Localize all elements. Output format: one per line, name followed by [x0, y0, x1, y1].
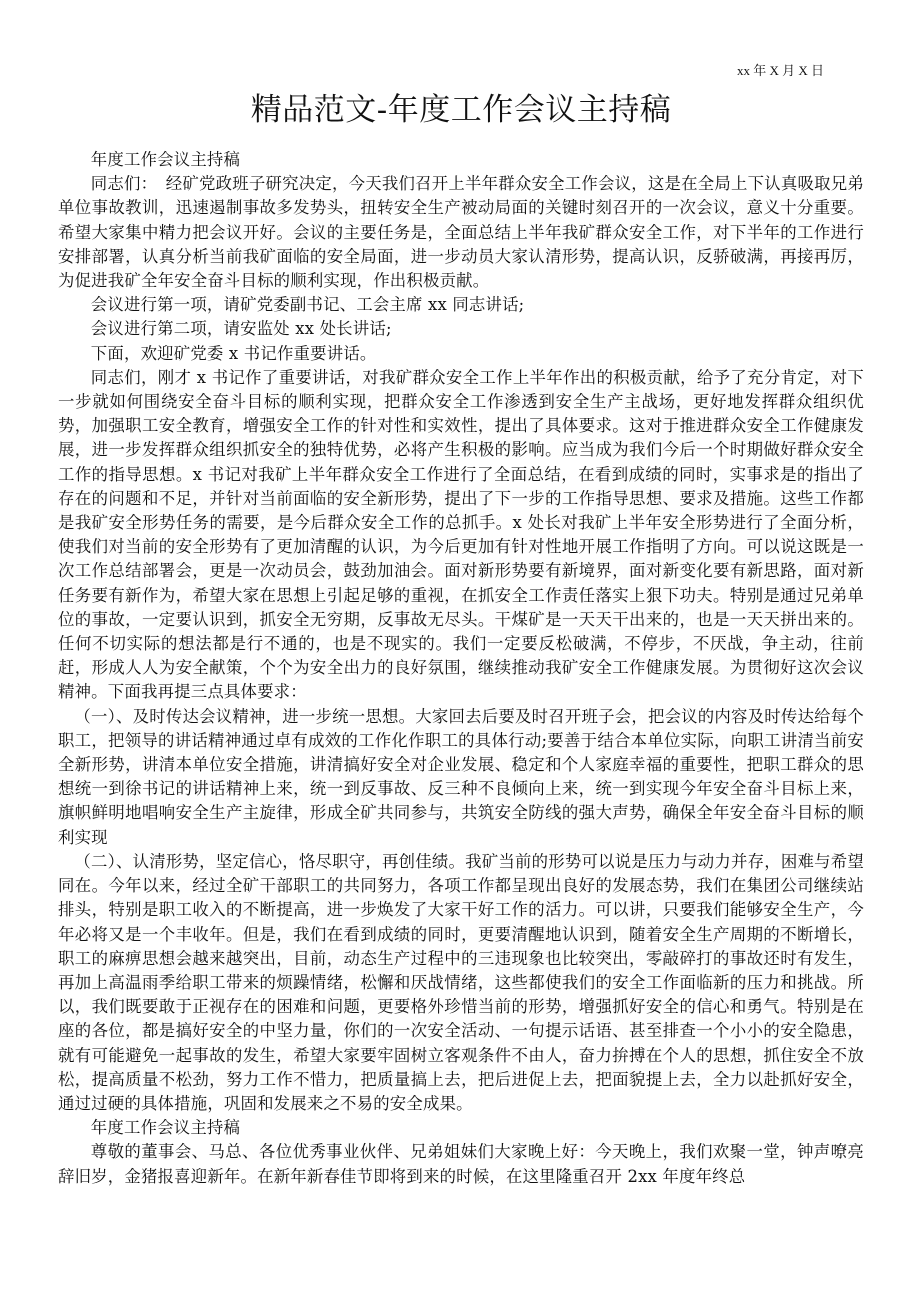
- section-heading: 年度工作会议主持稿: [90, 150, 241, 169]
- body-paragraph: 下面，欢迎矿党委 x 书记作重要讲话。: [90, 343, 377, 363]
- body-paragraph: 同志们，刚才 x 书记作了重要讲话，对我矿群众安全工作上半年作出的积极贡献，给予了充分肯定，对下一步就如何围绕安全奋斗目标的顺利实现，把群众安全工作渗透到安全生产主战场，更好地发挥群众组织优势，加强职工安全教育，增强安全工作的针对性和实效性，提出了具体要求。这对于推进群众安全工作健康发展，进一步发挥群众组织抓安全的独特优势，必将产生积极的影响。应当成为我们今后一个时期做好群众安全工作的指导思想。x 书记对我矿上半年群众安全工作进行了全面总结，在看到成绩的同时，实事求是的指出了存在的问题和不足，并针对当前面临的安全新形势，提出了下一步的工作指导思想、要求及措施。这些工作都是我矿安全形势任务的需要，是今后群众安全工作的总抓手。x 处长对我矿上半年安全形势进行了全面分析，使我们对当前的安全形势有了更加清醒的认识，为今后更加有针对性地开展工作指明了方向。可以说这既是一次工作总结部署会，更是一次动员会，鼓劲加油会。面对新形势要有新境界，面对新变化要有新思路，面对新任务要有新作为，希望大家在思想上引起足够的重视，在抓安全工作责任落实上狠下功夫。特别是通过兄弟单位的事故，一定要认识到，抓安全无穷期，反事故无尽头。干煤矿是一天天干出来的，也是一天天拼出来的。任何不切实际的想法都是行不通的，也是不现实的。我们一定要反松破满，不停步，不厌战，争主动，往前赶，形成人人为安全献策，个个为安全出力的良好氛围，继续推动我矿安全工作健康发展。为贯彻好这次会议精神。下面我再提三点具体要求：: [58, 367, 864, 702]
- document-title: 精品范文-年度工作会议主持稿: [250, 92, 672, 128]
- document-body: [58, 148, 864, 1189]
- document-date: xx 年 X 月 X 日: [736, 63, 824, 78]
- body-paragraph: 同志们： 经矿党政班子研究决定，今天我们召开上半年群众安全工作会议，这是在全局上下认真吸取兄弟单位事故教训，迅速遏制事故多发势头，扭转安全生产被动局面的关键时刻召开的一次会议，意义十分重要。希望大家集中精力把会议开好。会议的主要任务是，全面总结上半年我矿群众安全工作，对下半年的工作进行安排部署，认真分析当前我矿面临的安全局面，进一步动员大家认清形势，提高认识，反骄破满，再接再厉，为促进我矿全年安全奋斗目标的顺利实现，作出积极贡献。: [58, 174, 864, 291]
- body-paragraph: 尊敬的董事会、马总、各位优秀事业伙伴、兄弟姐妹们大家晚上好：今天晚上，我们欢聚一堂，钟声嘹亮辞旧岁，金猪报喜迎新年。在新年新春佳节即将到来的时候，在这里隆重召开 2xx 年度年终总: [58, 1142, 864, 1186]
- section-heading: 年度工作会议主持稿: [90, 1118, 241, 1138]
- requirement-paragraph: （二）、认清形势，坚定信心，恪尽职守，再创佳绩。我矿当前的形势可以说是压力与动力并存，困难与希望同在。今年以来，经过全矿干部职工的共同努力，各项工作都呈现出良好的发展态势，我们在集团公司继续站排头，特别是职工收入的不断提高，进一步焕发了大家干好工作的活力。可以讲，只要我们能够安全生产，今年必将又是一个丰收年。但是，我们在看到成绩的同时，更要清醒地认识到，随着安全生产周期的不断增长，职工的麻痹思想会越来越突出，目前，动态生产过程中的三违现象也比较突出，零敲碎打的事故还时有发生，再加上高温雨季给职工带来的烦躁情绪，松懈和厌战情绪，这些都使我们的安全工作面临新的压力和挑战。所以，我们既要敢于正视存在的困难和问题，更要格外珍惜当前的形势，增强抓好安全的信心和勇气。特别是在座的各位，都是搞好安全的中坚力量，你们的一次安全活动、一句提示话语、甚至排查一个小小的安全隐患，就有可能避免一起事故的发生，希望大家要牢固树立客观条件不由人，奋力拚搏在个人的思想，抓住安全不放松，提高质量不松劲，努力工作不惜力，把质量搞上去，把后进促上去，把面貌提上去，全力以赴抓好安全，通过过硬的具体措施，巩固和发展来之不易的安全成果。: [58, 851, 864, 1113]
- body-paragraph: 会议进行第二项，请安监处 xx 处长讲话;: [90, 319, 392, 339]
- document-page: [58, 62, 864, 1189]
- requirement-paragraph: （一）、及时传达会议精神，进一步统一思想。大家回去后要及时召开班子会，把会议的内容及时传达给每个职工，把领导的讲话精神通过卓有成效的工作化作职工的具体行动;要善于结合本单位实际，向职工讲清当前安全新形势，讲清本单位安全措施，讲清搞好安全对企业发展、稳定和个人家庭幸福的重要性，把职工群众的思想统一到徐书记的讲话精神上来，统一到反事故、反三种不良倾向上来，统一到实现今年安全奋斗目标上来，旗帜鲜明地唱响安全生产主旋律，形成全矿共同参与，共筑安全防线的强大声势，确保全年安全奋斗目标的顺利实现: [58, 706, 864, 847]
- body-paragraph: 会议进行第一项，请矿党委副书记、工会主席 xx 同志讲话;: [90, 295, 525, 315]
